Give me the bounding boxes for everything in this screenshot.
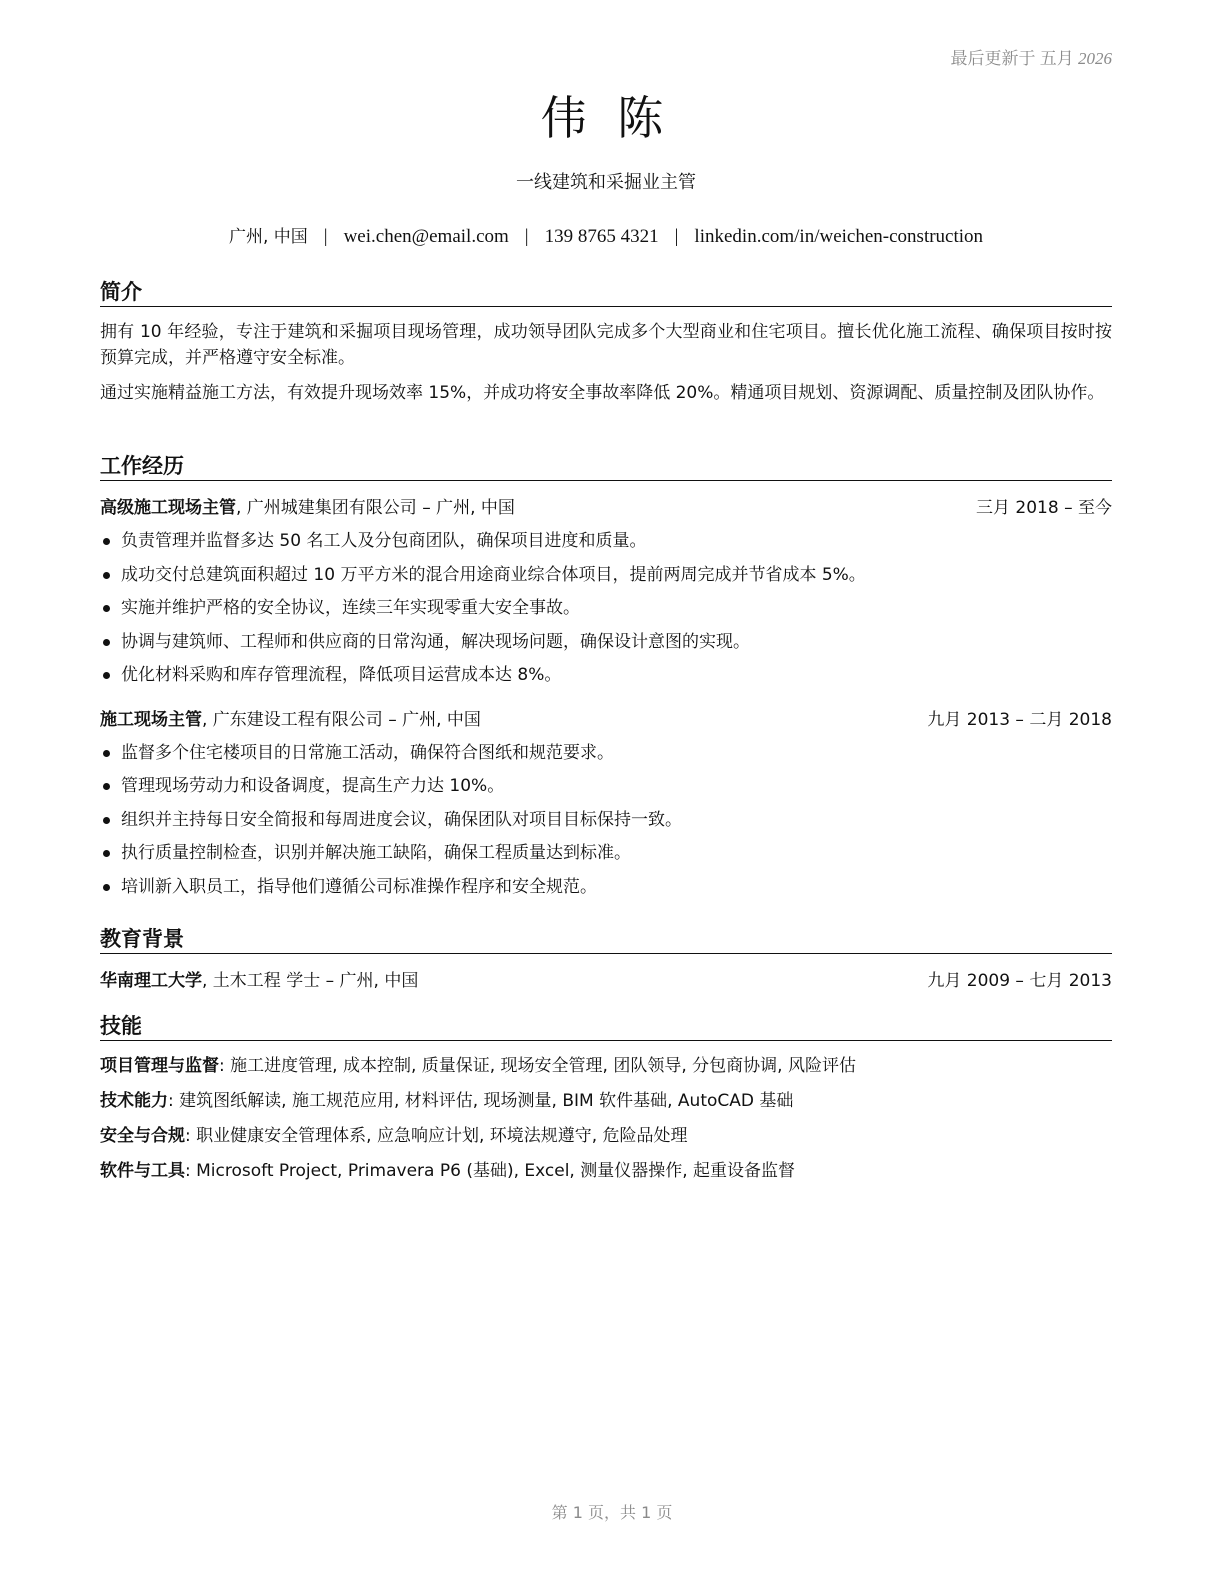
skill-label: 项目管理与监督 [100,1056,219,1076]
job-bullet: 培训新入职员工，指导他们遵循公司标准操作程序和安全规范。 [100,871,1112,905]
job-header [100,495,1112,521]
contact-separator: | [674,226,679,247]
skill-label: 软件与工具 [100,1161,185,1181]
job-bullet: 成功交付总建筑面积超过 10 万平方米的混合用途商业综合体项目，提前两周完成并节省成本 5%。 [100,559,1112,593]
contact-location: 广州, 中国 [228,227,308,247]
job-bullet: 执行质量控制检查，识别并解决施工缺陷，确保工程质量达到标准。 [100,837,1112,871]
section-title: 教育背景 [100,925,1112,954]
skill-value: : Microsoft Project, Primavera P6 (基础), Excel, 测量仪器操作, 起重设备监督 [185,1161,796,1181]
contact-phone[interactable]: 139 8765 4321 [544,226,659,247]
skill-row [100,1049,1112,1084]
contact-separator: | [323,226,328,247]
skills-section [100,1012,1112,1189]
contact-separator: | [524,226,529,247]
contact-linkedin[interactable]: linkedin.com/in/weichen-construction [694,226,984,247]
last-updated-month: 五月 [1039,49,1074,69]
skill-value: : 施工进度管理, 成本控制, 质量保证, 现场安全管理, 团队领导, 分包商协调, 风险评估 [219,1056,856,1076]
job-organization: , 广东建设工程有限公司 – 广州, 中国 [202,709,481,730]
last-updated [951,44,1113,69]
page-footer: 第 1 页，共 1 页 [551,1503,673,1522]
job-bullet: 优化材料采购和库存管理流程，降低项目运营成本达 8%。 [100,659,1112,693]
candidate-name: 伟 陈 [540,91,672,145]
education-school: 华南理工大学 [100,971,202,991]
skill-row [100,1154,1112,1189]
job-entry [100,495,1112,693]
skill-value: : 职业健康安全管理体系, 应急响应计划, 环境法规遵守, 危险品处理 [185,1126,688,1146]
last-updated-label: 最后更新于 [950,49,1036,69]
summary-paragraph: 拥有 10 年经验，专注于建筑和采掘项目现场管理，成功领导团队完成多个大型商业和住宅项目。擅长优化施工流程、确保项目按时按预算完成，并严格遵守安全标准。 [100,322,1112,368]
education-entry [100,968,1112,994]
job-bullet: 管理现场劳动力和设备调度，提高生产力达 10%。 [100,770,1112,804]
skill-value: : 建筑图纸解读, 施工规范应用, 材料评估, 现场测量, BIM 软件基础, AutoCAD 基础 [168,1091,794,1111]
experience-section [100,452,1112,904]
job-dates: 九月 2013 – 二月 2018 [927,709,1112,730]
candidate-headline: 一线建筑和采掘业主管 [516,172,696,193]
job-entry [100,707,1112,905]
summary-paragraph: 通过实施精益施工方法，有效提升现场效率 15%，并成功将安全事故率降低 20%。精通项目规划、资源调配、质量控制及团队协作。 [100,383,1105,403]
job-header [100,707,1112,733]
job-organization: , 广州城建集团有限公司 – 广州, 中国 [236,498,515,518]
contact-email[interactable]: wei.chen@email.com [343,226,509,247]
job-bullet: 实施并维护严格的安全协议，连续三年实现零重大安全事故。 [100,592,1112,626]
skill-row [100,1084,1112,1119]
job-bullets [100,737,1112,905]
job-role: 高级施工现场主管 [100,498,236,518]
job-bullet: 监督多个住宅楼项目的日常施工活动，确保符合图纸和规范要求。 [100,737,1112,771]
job-bullet: 协调与建筑师、工程师和供应商的日常沟通，解决现场问题，确保设计意图的实现。 [100,626,1112,660]
section-title: 技能 [100,1012,1112,1041]
education-detail: , 土木工程 学士 – 广州, 中国 [202,971,419,991]
summary-section [100,278,1112,406]
skill-row [100,1119,1112,1154]
section-title: 简介 [100,278,1112,307]
contact-line [100,224,1112,250]
job-role: 施工现场主管 [100,709,202,730]
job-bullet: 负责管理并监督多达 50 名工人及分包商团队，确保项目进度和质量。 [100,525,1112,559]
education-dates: 九月 2009 – 七月 2013 [927,971,1112,991]
last-updated-year: 2026 [1078,49,1112,68]
section-title: 工作经历 [100,452,1112,481]
job-bullet: 组织并主持每日安全简报和每周进度会议，确保团队对项目目标保持一致。 [100,804,1112,838]
job-dates: 三月 2018 – 至今 [976,498,1112,518]
skill-label: 技术能力 [100,1091,168,1111]
skill-label: 安全与合规 [100,1126,185,1146]
education-section [100,925,1112,994]
skills-list [100,1049,1112,1189]
job-bullets [100,525,1112,693]
